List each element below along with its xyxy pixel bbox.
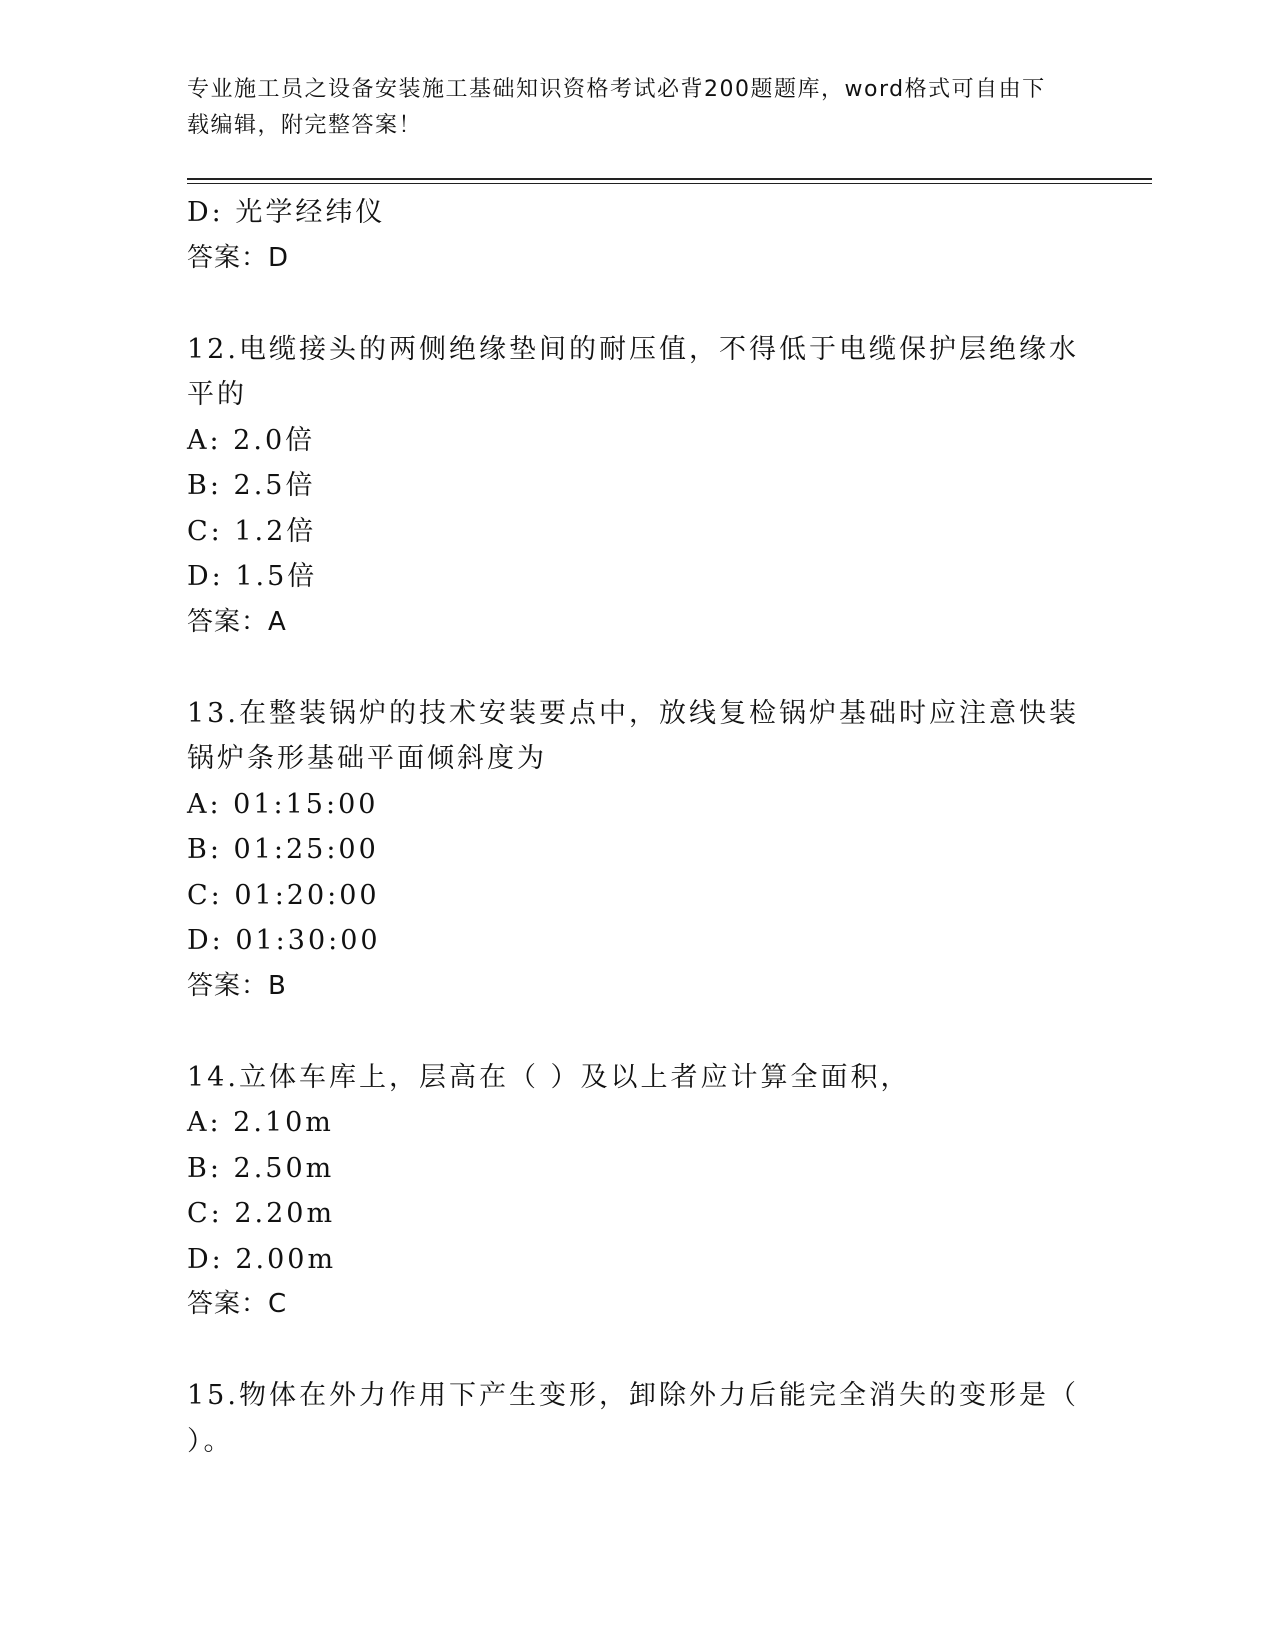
option-a: A: 01:15:00 [187,788,379,820]
option-c: C: 1.2倍 [187,515,317,547]
question-12: 12.电缆接头的两侧绝缘垫间的耐压值，不得低于电缆保护层绝缘水平的 [187,333,1079,410]
question-15: 15.物体在外力作用下产生变形，卸除外力后能完全消失的变形是（ ）。 [187,1380,1079,1457]
option-d: D: 01:30:00 [187,925,381,956]
option-d: D: 光学经纬仪 [187,197,386,228]
answer: 答案：A [187,606,287,637]
question-14: 14.立体车库上，层高在（ ）及以上者应计算全面积， [187,1061,911,1093]
option-a: A: 2.10m [187,1107,334,1138]
option-c: C: 01:20:00 [187,879,380,911]
spacer [187,281,1087,327]
option-b: B: 01:25:00 [187,834,379,865]
answer: 答案：D [187,242,290,273]
answer: 答案：B [187,970,287,1001]
option-d: D: 2.00m [187,1243,337,1275]
spacer [187,1328,1087,1374]
header-rule-thick [187,178,1152,180]
spacer [187,645,1087,691]
spacer [187,1009,1087,1055]
question-13: 13.在整装锅炉的技术安装要点中，放线复检锅炉基础时应注意快装锅炉条形基础平面倾斜度为 [187,697,1079,774]
option-b: B: 2.5倍 [187,470,316,501]
question-list [187,190,1087,1464]
option-b: B: 2.50m [187,1152,335,1184]
option-c: C: 2.20m [187,1198,336,1229]
option-a: A: 2.0倍 [187,424,316,456]
answer: 答案：C [187,1289,288,1319]
document-header: 专业施工员之设备安装施工基础知识资格考试必背200题题库，word格式可自由下载编辑，附完整答案！ [187,77,1046,138]
option-d: D: 1.5倍 [187,561,318,592]
header-rule-thin [187,183,1152,184]
